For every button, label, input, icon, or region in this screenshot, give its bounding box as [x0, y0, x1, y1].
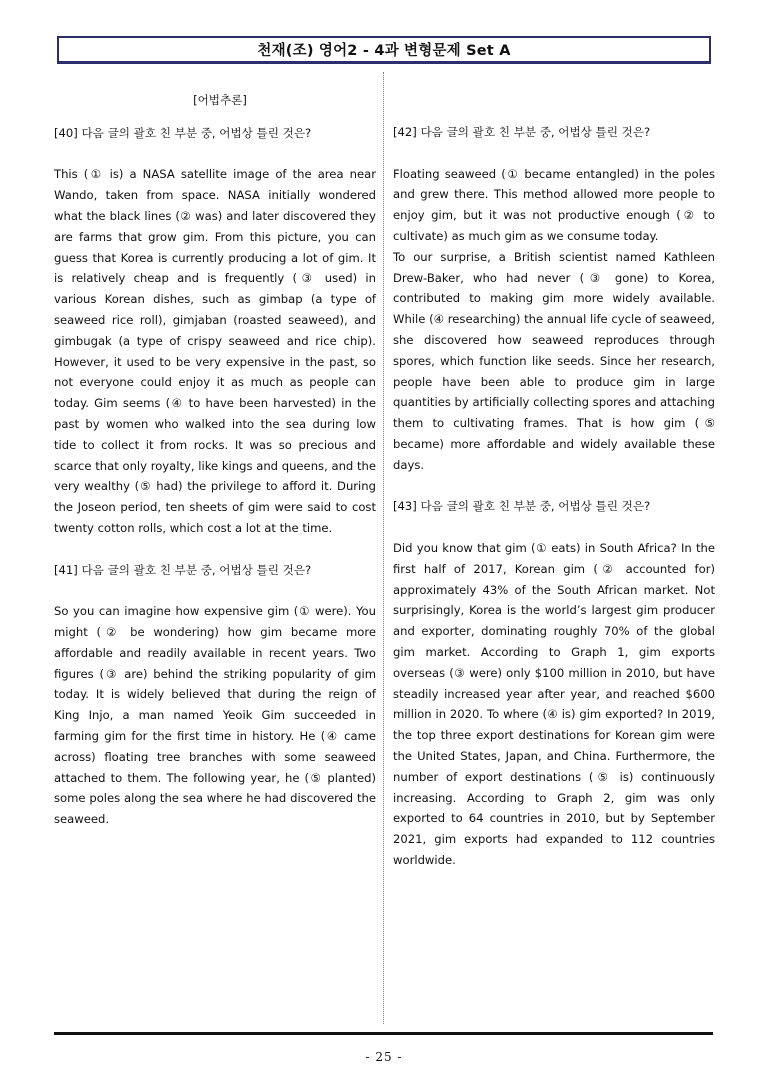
header-title: 천재(조) 영어2 - 4과 변형문제 Set A [257, 43, 511, 59]
left-column [54, 72, 376, 830]
passage-41: So you can imagine how expensive gim (① were). You might (② be wondering) how gim became more affordable and readily available in recent years. Two figures (③ are) behind the striking popularity of gim today. It is widely believed that during the reign of King Injo, a man named Yeoik Gim succeeded in farming gim for the first time in history. He (④ came across) floating tree branches with some seaweed attached to them. The following year, he (⑤ planted) some poles along the sea where he had discovered the seaweed. [54, 604, 376, 827]
footer-rule [54, 1032, 713, 1035]
question-43: [43] 다음 글의 괄호 친 부분 중, 어법상 틀린 것은? [393, 499, 651, 514]
right-column [393, 72, 715, 871]
page-number: - 25 - [365, 1050, 403, 1064]
question-40: [40] 다음 글의 괄호 친 부분 중, 어법상 틀린 것은? [54, 125, 312, 140]
section-label: [어법추론] [193, 93, 247, 107]
passage-43: Did you know that gim (① eats) in South Africa? In the first half of 2017, Korean gim (② accounted for) approximately 43% of the South African market. Not surprisingly, Korea is the world’s largest gim producer and exporter, dominating roughly 70% of the global gim market. According to Graph 1, gim exports overseas (③ were) only $100 million in 2010, but have steadily increased year after year, and reached $600 million in 2020. To where (④ is) gim exported? In 2019, the top three export destinations for Korean gim were the United States, Japan, and China. Furthermore, the number of export destinations (⑤ is) continuously increasing. According to Graph 2, gim was only exported to 64 countries in 2010, but by September 2021, gim exports had expanded to 112 countries worldwide. [393, 540, 715, 867]
passage-40: This (① is) a NASA satellite image of the area near Wando, taken from space. NASA initially wondered what the black lines (② was) and later discovered they are farms that grow gim. From this picture, you can guess that Korea is currently producing a lot of gim. It is relatively cheap and is frequently (③ used) in various Korean dishes, such as gimbap (a type of seaweed rice roll), gimjaban (roasted seaweed), and gimbugak (a type of crispy seaweed and rice chip). However, it used to be very expensive in the past, so not everyone could enjoy it as much as people can today. Gim seems (④ to have been harvested) in the past by women who walked into the sea during low tide to collect it from rocks. It was so precious and scarce that only royalty, like kings and queens, and the very wealthy (⑤ had) the privilege to afford it. During the Joseon period, ten sheets of gim were said to cost twenty cotton rolls, which cost a lot at the time. [54, 167, 376, 535]
page-header [57, 36, 711, 64]
passage-42-paragraph-1: Floating seaweed (① became entangled) in the poles and grew there. This method allowed more people to enjoy gim, but it was not productive enough (② to cultivate) as much gim as we consume today. [393, 166, 715, 243]
question-42: [42] 다음 글의 괄호 친 부분 중, 어법상 틀린 것은? [393, 125, 651, 139]
column-divider [383, 72, 384, 1024]
passage-42-paragraph-2: To our surprise, a British scientist named Kathleen Drew-Baker, who had never (③ gone) to Korea, contributed to making gim more widely available. While (④ researching) the annual life cycle of seaweed, she discovered how seaweed reproduces through spores, which function like seeds. Since her research, people have been able to produce gim in large quantities by artificially collecting spores and attaching them to cultivating frames. That is how gim (⑤ became) more affordable and widely available these days. [393, 249, 715, 472]
question-41: [41] 다음 글의 괄호 친 부분 중, 어법상 틀린 것은? [54, 562, 312, 577]
passage-42 [393, 164, 715, 476]
